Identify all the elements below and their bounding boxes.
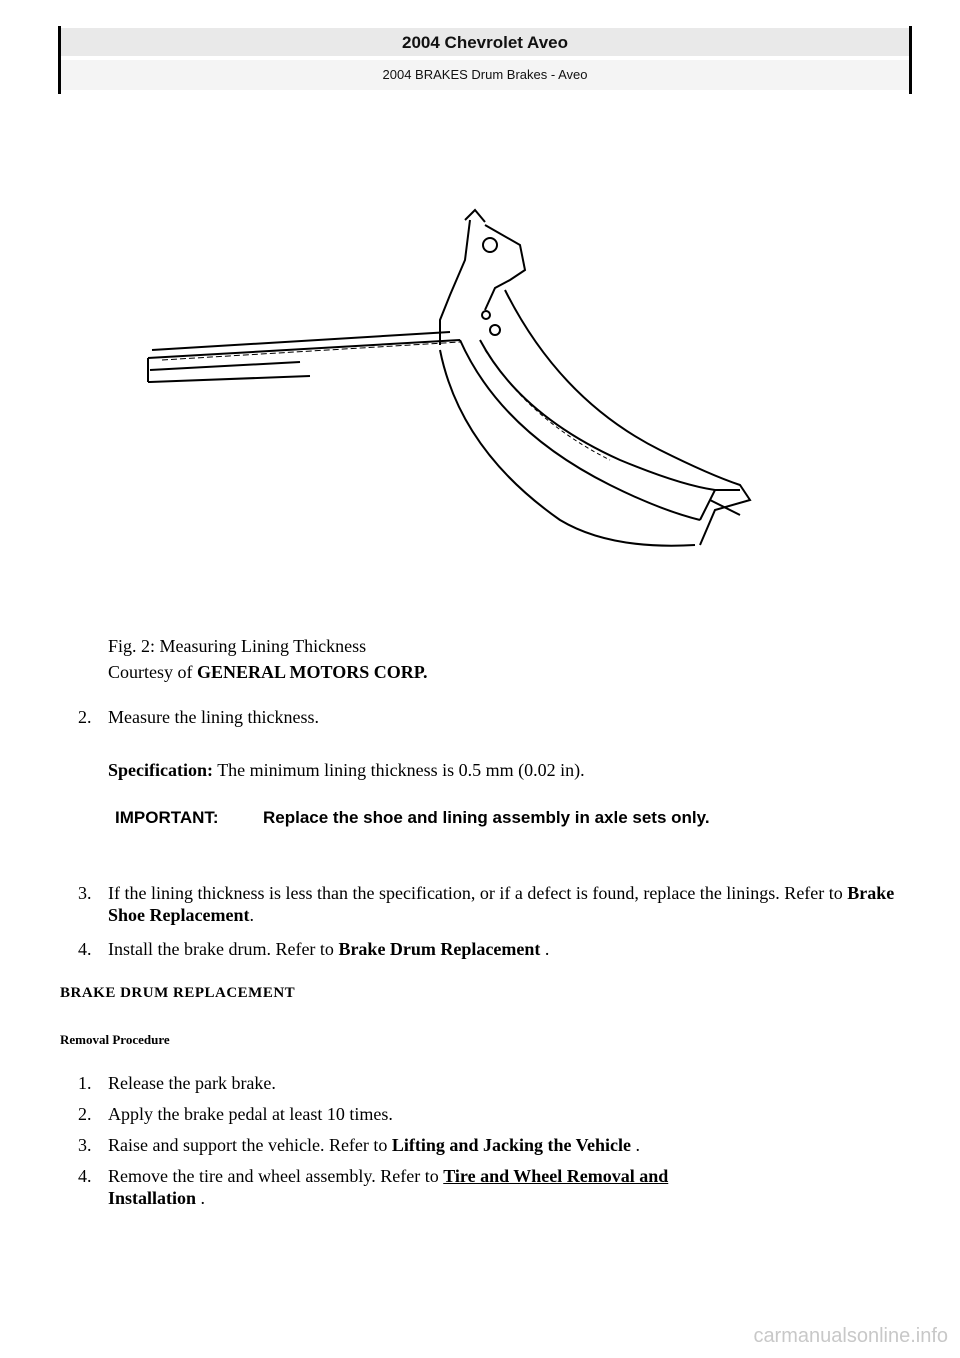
- step-text-body: Install the brake drum. Refer to: [108, 939, 339, 959]
- step-number: 4.: [78, 1166, 92, 1186]
- lifting-jacking-link[interactable]: Lifting and Jacking the Vehicle: [391, 1135, 631, 1155]
- header-title: 2004 Chevrolet Aveo: [61, 28, 909, 56]
- step-text-body: Remove the tire and wheel assembly. Refer to: [108, 1166, 444, 1186]
- courtesy-org: GENERAL MOTORS CORP.: [197, 662, 428, 682]
- step-number: 2.: [78, 707, 92, 727]
- sub-title: Removal Procedure: [60, 1032, 170, 1047]
- step-text: [108, 1134, 898, 1156]
- step-text-body: Raise and support the vehicle. Refer to: [108, 1135, 392, 1155]
- step-text: [108, 1165, 898, 1209]
- step-number: 3.: [78, 1135, 92, 1155]
- step-text: Apply the brake pedal at least 10 times.: [108, 1104, 393, 1124]
- step-number: 4.: [78, 939, 92, 959]
- brake-drum-replacement-link[interactable]: Brake Drum Replacement: [338, 939, 541, 959]
- header-subtitle: 2004 BRAKES Drum Brakes - Aveo: [61, 60, 909, 90]
- step-text: Release the park brake.: [108, 1073, 276, 1093]
- tire-wheel-installation-link[interactable]: Installation: [108, 1188, 197, 1208]
- step-text-body: If the lining thickness is less than the specification, or if a defect is found, replace the linings. Refer to: [108, 883, 848, 903]
- spec-label: Specification:: [108, 760, 213, 780]
- figure-caption-title: Fig. 2: Measuring Lining Thickness: [108, 636, 367, 656]
- step-number: 2.: [78, 1104, 92, 1124]
- step-number: 3.: [78, 883, 92, 903]
- step-text: [108, 938, 898, 960]
- specification: [108, 760, 585, 781]
- step-text-suffix: .: [196, 1188, 206, 1208]
- tire-wheel-removal-link[interactable]: Tire and Wheel Removal and: [443, 1166, 669, 1186]
- step-text-suffix: .: [630, 1135, 640, 1155]
- important-text: Replace the shoe and lining assembly in axle sets only.: [263, 808, 710, 827]
- figure-courtesy: [108, 661, 428, 683]
- step-text-suffix: .: [249, 905, 254, 925]
- brake-shoe-replacement-link[interactable]: Brake Shoe Replacement: [108, 883, 895, 925]
- section-title: BRAKE DRUM REPLACEMENT: [60, 985, 296, 1001]
- document-header: [58, 26, 912, 94]
- step-text: Measure the lining thickness.: [108, 707, 319, 727]
- step-text-suffix: .: [540, 939, 550, 959]
- figure-caption: [108, 635, 428, 683]
- courtesy-prefix: Courtesy of: [108, 662, 197, 682]
- step-number: 1.: [78, 1073, 92, 1093]
- spec-text: The minimum lining thickness is 0.5 mm (0.02 in).: [217, 760, 585, 780]
- important-label: IMPORTANT:: [115, 808, 219, 827]
- lining-thickness-illustration: [140, 200, 780, 560]
- step-text: [108, 882, 898, 926]
- watermark: carmanualsonline.info: [753, 1325, 948, 1347]
